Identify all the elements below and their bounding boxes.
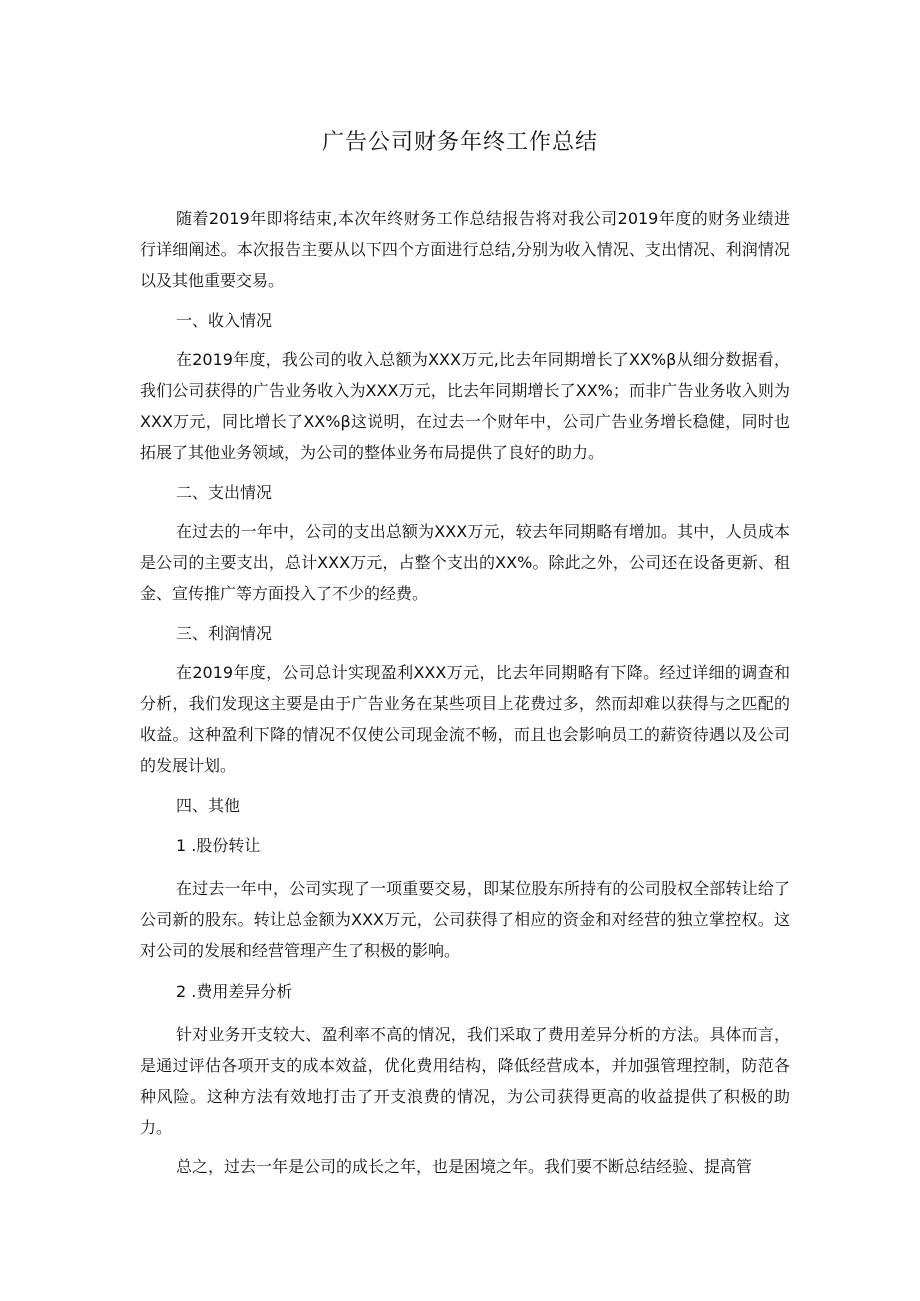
conclusion-paragraph: 总之，过去一年是公司的成长之年，也是困境之年。我们要不断总结经验、提高管 <box>176 1157 753 1176</box>
section-heading-income: 一、收入情况 <box>176 311 273 330</box>
document-title: 广告公司财务年终工作总结 <box>321 130 598 155</box>
section-body-expense: 在过去的一年中，公司的支出总额为XXX万元，较去年同期略有增加。其中，人员成本是公司的主要支出，总计XXX万元，占整个支出的XX%。除此之外，公司还在设备更新、租金、宣传推广等方面投入了不少的经费。 <box>140 522 790 603</box>
subsection-body-share-transfer: 在过去一年中，公司实现了一项重要交易，即某位股东所持有的公司股权全部转让给了公司新的股东。转让总金额为XXX万元，公司获得了相应的资金和对经营的独立掌控权。这对公司的发展和经营管理产生了积极的影响。 <box>140 879 790 960</box>
intro-paragraph: 随着2019年即将结束,本次年终财务工作总结报告将对我公司2019年度的财务业绩进行详细阐述。本次报告主要从以下四个方面进行总结,分别为收入情况、支出情况、利润情况以及其他重要交易。 <box>140 209 790 290</box>
subsection-heading-cost-variance: 2 .费用差异分析 <box>176 982 293 1001</box>
section-body-profit: 在2019年度，公司总计实现盈利XXX万元，比去年同期略有下降。经过详细的调查和分析，我们发现这主要是由于广告业务在某些项目上花费过多，然而却难以获得与之匹配的收益。这种盈利下降的情况不仅使公司现金流不畅，而且也会影响员工的薪资待遇以及公司的发展计划。 <box>140 663 790 775</box>
section-heading-expense: 二、支出情况 <box>176 483 273 502</box>
section-body-income: 在2019年度，我公司的收入总额为XXX万元,比去年同期增长了XX%β从细分数据看，我们公司获得的广告业务收入为XXX万元，比去年同期增长了XX%；而非广告业务收入则为XXX万元，同比增长了XX%β这说明，在过去一个财年中，公司广告业务增长稳健，同时也拓展了其他业务领域，为公司的整体业务布局提供了良好的助力。 <box>140 350 790 462</box>
subsection-heading-share-transfer: 1 .股份转让 <box>176 836 261 855</box>
section-heading-other: 四、其他 <box>176 796 241 815</box>
subsection-body-cost-variance: 针对业务开支较大、盈利率不高的情况，我们采取了费用差异分析的方法。具体而言，是通过评估各项开支的成本效益，优化费用结构，降低经营成本，并加强管理控制，防范各种风险。这种方法有效地打击了开支浪费的情况，为公司获得更高的收益提供了积极的助力。 <box>140 1025 790 1137</box>
section-heading-profit: 三、利润情况 <box>176 624 273 643</box>
